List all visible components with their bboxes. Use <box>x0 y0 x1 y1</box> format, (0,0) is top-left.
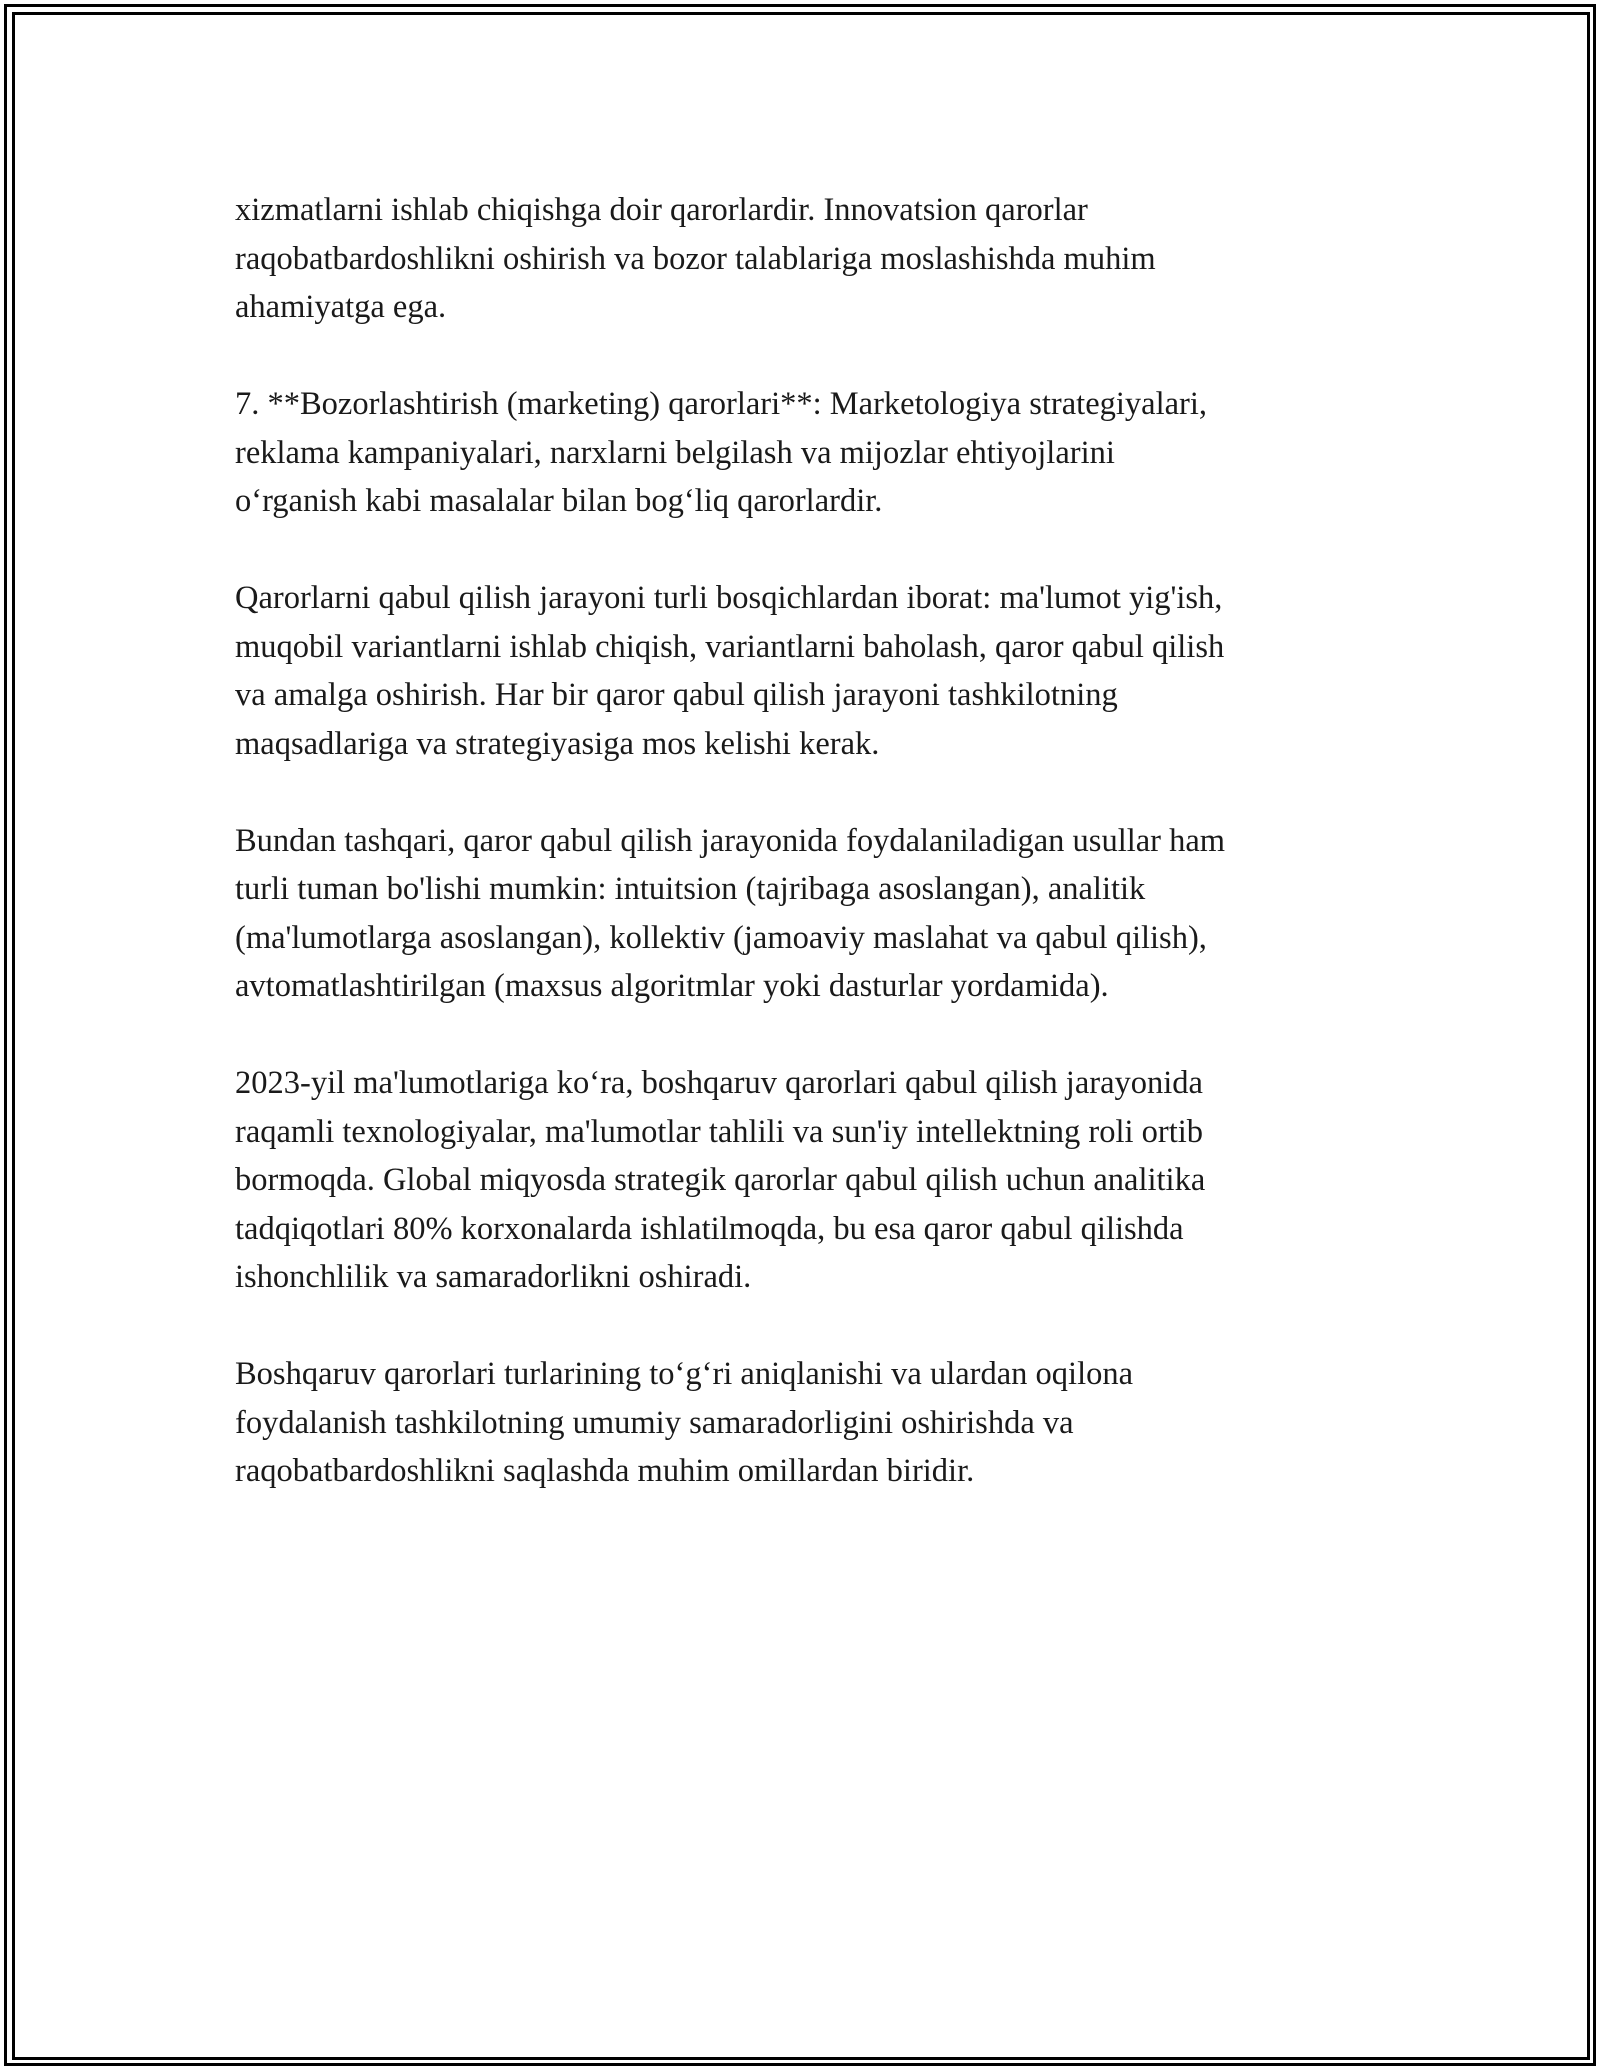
document-body <box>235 186 1375 1544</box>
paragraph-conclusion: Boshqaruv qarorlari turlarining to‘g‘ri aniqlanishi va ulardan oqilona foydalanish tashkilotning umumiy samaradorligini oshirishda va raqobatbardoshlikni saqlashda muhim omillardan biridir. <box>235 1356 1134 1489</box>
paragraph-decision-methods: Bundan tashqari, qaror qabul qilish jarayonida foydalaniladigan usullar ham turli tuman bo'lishi mumkin: intuitsion (tajribaga asoslangan), analitik (ma'lumotlarga asoslangan), kollektiv (jamoaviy maslahat va qabul qilish), avtomatlashtirilgan (maxsus algoritmlar yoki dasturlar yordamida). <box>235 822 1226 1004</box>
paragraph-decision-process: Qarorlarni qabul qilish jarayoni turli bosqichlardan iborat: ma'lumot yig'ish, muqobil variantlarni ishlab chiqish, variantlarni baholash, qaror qabul qilish va amalga oshirish. Har bir qaror qabul qilish jarayoni tashkilotning maqsadlariga va strategiyasiga mos kelishi kerak. <box>235 580 1225 762</box>
paragraph-innovation-decisions: xizmatlarni ishlab chiqishga doir qarorlardir. Innovatsion qarorlar raqobatbardoshlikni oshirish va bozor talablariga moslashishda muhim ahamiyatga ega. <box>235 192 1156 325</box>
paragraph-2023-data: 2023-yil ma'lumotlariga ko‘ra, boshqaruv qarorlari qabul qilish jarayonida raqamli texnologiyalar, ma'lumotlar tahlili va sun'iy intellektning roli ortib bormoqda. Global miqyosda strategik qarorlar qabul qilish uchun analitika tadqiqotlari 80% korxonalarda ishlatilmoqda, bu esa qaror qabul qilishda ishonchlilik va samaradorlikni oshiradi. <box>235 1065 1206 1295</box>
paragraph-marketing-decisions: 7. **Bozorlashtirish (marketing) qarorlari**: Marketologiya strategiyalari, reklama kampaniyalari, narxlarni belgilash va mijozlar ehtiyojlarini o‘rganish kabi masalalar bilan bog‘liq qarorlardir. <box>235 386 1208 519</box>
